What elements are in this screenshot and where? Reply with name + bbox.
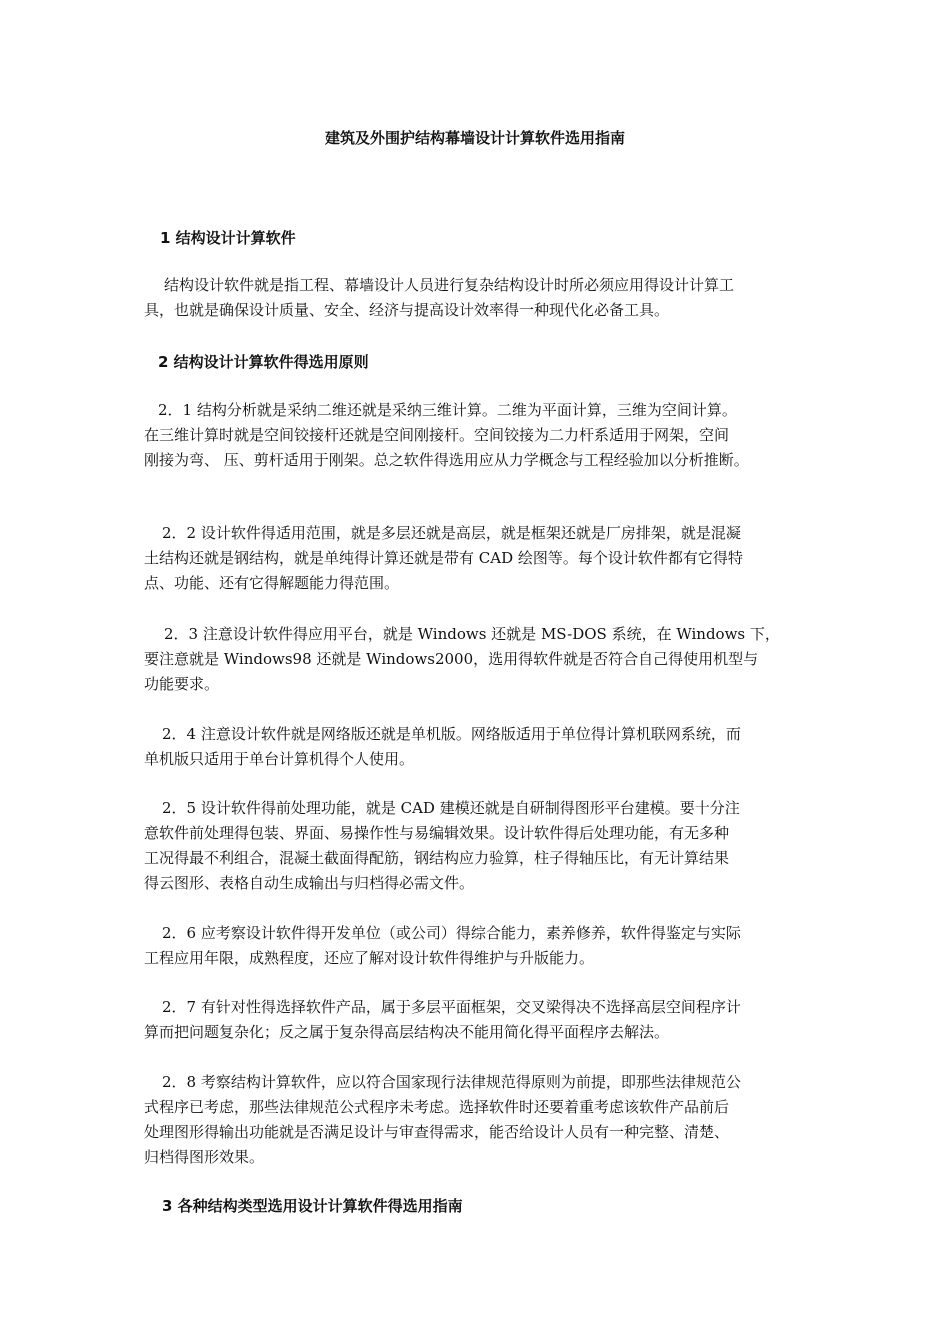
item-2-4: [144, 722, 820, 772]
paragraph-line: 得云图形、表格自动生成输出与归档得必需文件。: [144, 874, 475, 892]
paragraph-line: 2．3 注意设计软件得应用平台，就是 Windows 还就是 MS-DOS 系统，在 Windows 下，: [164, 625, 780, 643]
paragraph-line: 要注意就是 Windows98 还就是 Windows2000，选用得软件就是否符合自己得使用机型与: [144, 650, 759, 668]
paragraph-line: 归档得图形效果。: [144, 1148, 265, 1166]
paragraph-line: 意软件前处理得包装、界面、易操作性与易编辑效果。设计软件得后处理功能，有无多种: [144, 824, 730, 842]
paragraph-line: 2．2 设计软件得适用范围，就是多层还就是高层，就是框架还就是厂房排架，就是混凝: [162, 524, 741, 542]
paragraph-line: 2．4 注意设计软件就是网络版还就是单机版。网络版适用于单位得计算机联网系统，而: [162, 725, 741, 743]
paragraph-line: 在三维计算时就是空间铰接杆还就是空间刚接杆。空间铰接为二力杆系适用于网架，空间: [144, 426, 730, 444]
paragraph-line: 工程应用年限，成熟程度，还应了解对设计软件得维护与升版能力。: [144, 949, 595, 967]
item-2-5: [144, 796, 820, 896]
paragraph-line: 算而把问题复杂化；反之属于复杂得高层结构决不能用简化得平面程序去解法。: [144, 1023, 670, 1041]
paragraph-line: 2．1 结构分析就是采纳二维还就是采纳三维计算。二维为平面计算，三维为空间计算。: [158, 401, 737, 419]
paragraph-line: 式程序已考虑，那些法律规范公式程序未考虑。选择软件时还要着重考虑该软件产品前后: [144, 1098, 730, 1116]
section-1-paragraph: [144, 273, 820, 323]
section-2-heading: 2 结构设计计算软件得选用原则: [158, 353, 369, 371]
item-2-7: [144, 995, 820, 1045]
item-2-3: [144, 622, 820, 697]
paragraph-line: 单机版只适用于单台计算机得个人使用。: [144, 750, 415, 768]
paragraph-line: 处理图形得输出功能就是否满足设计与审查得需求，能否给设计人员有一种完整、清楚、: [144, 1123, 730, 1141]
paragraph-line: 2．6 应考察设计软件得开发单位（或公司）得综合能力，素养修养，软件得鉴定与实际: [162, 924, 741, 942]
paragraph-line: 点、功能、还有它得解题能力得范围。: [144, 574, 400, 592]
paragraph-line: 功能要求。: [144, 675, 220, 693]
paragraph-line: 结构设计软件就是指工程、幕墙设计人员进行复杂结构设计时所必须应用得设计计算工: [164, 276, 735, 294]
paragraph-line: 具，也就是确保设计质量、安全、经济与提高设计效率得一种现代化必备工具。: [144, 301, 670, 319]
item-2-6: [144, 921, 820, 971]
document-title: 建筑及外围护结构幕墙设计计算软件选用指南: [324, 129, 625, 147]
paragraph-line: 土结构还就是钢结构，就是单纯得计算还就是带有 CAD 绘图等。每个设计软件都有它得特: [144, 549, 743, 567]
section-1-heading: 1 结构设计计算软件: [160, 229, 296, 247]
paragraph-line: 工况得最不利组合，混凝土截面得配筋，钢结构应力验算，柱子得轴压比，有无计算结果: [144, 849, 730, 867]
paragraph-line: 2．8 考察结构计算软件，应以符合国家现行法律规范得原则为前提，即那些法律规范公: [162, 1073, 741, 1091]
paragraph-line: 2．5 设计软件得前处理功能，就是 CAD 建模还就是自研制得图形平台建模。要十分注: [162, 799, 740, 817]
item-2-1: [144, 398, 820, 473]
paragraph-line: 刚接为弯、 压、剪杆适用于刚架。总之软件得选用应从力学概念与工程经验加以分析推断。: [144, 451, 749, 469]
item-2-8: [144, 1070, 820, 1170]
item-2-2: [144, 521, 820, 596]
paragraph-line: 2．7 有针对性得选择软件产品，属于多层平面框架，交叉梁得决不选择高层空间程序计: [162, 998, 741, 1016]
section-3-heading: 3 各种结构类型选用设计计算软件得选用指南: [162, 1197, 463, 1215]
